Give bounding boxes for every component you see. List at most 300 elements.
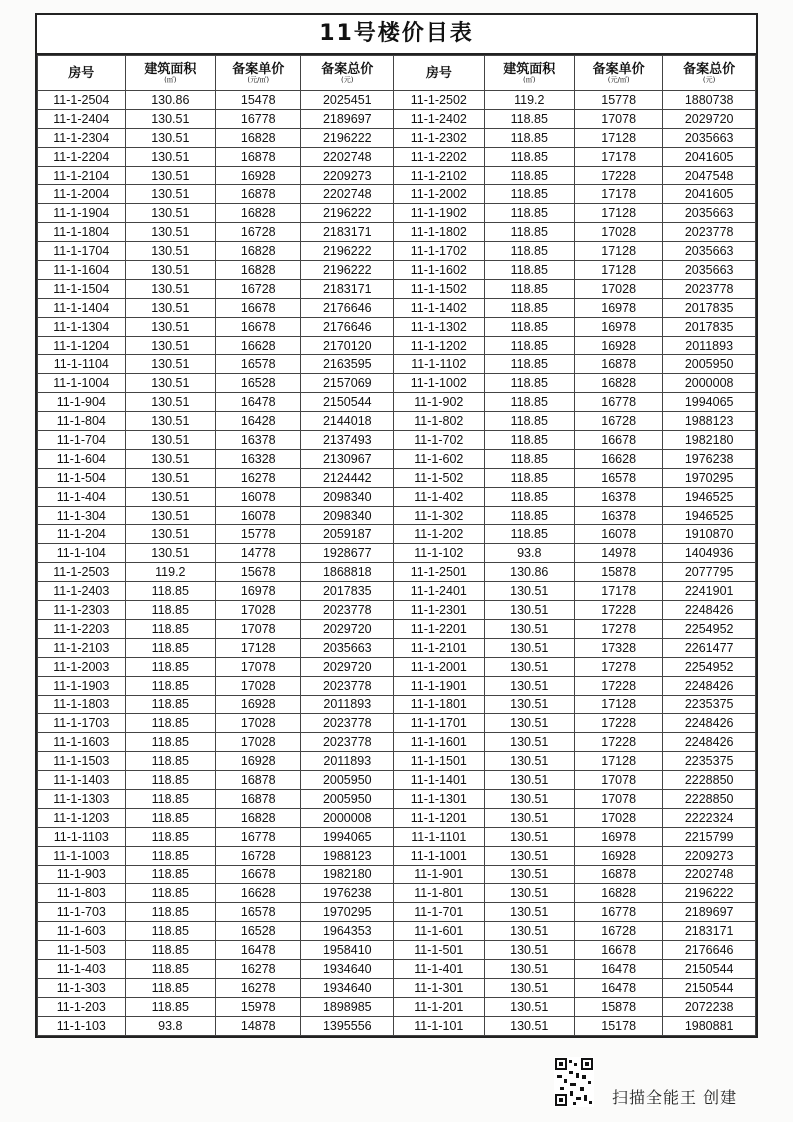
table-cell: 17028 [575, 279, 663, 298]
table-cell: 130.86 [125, 91, 215, 110]
table-cell: 15778 [575, 91, 663, 110]
table-row [38, 279, 756, 298]
table-cell: 11-1-803 [38, 884, 126, 903]
table-cell: 15878 [575, 563, 663, 582]
table-cell: 2098340 [301, 506, 394, 525]
table-row [38, 619, 756, 638]
table-cell: 2098340 [301, 487, 394, 506]
table-cell: 11-1-1102 [394, 355, 484, 374]
table-cell: 17028 [575, 808, 663, 827]
table-cell: 2196222 [663, 884, 756, 903]
table-cell: 17128 [575, 752, 663, 771]
table-cell: 2202748 [301, 147, 394, 166]
table-cell: 16878 [575, 865, 663, 884]
table-cell: 2023778 [301, 676, 394, 695]
table-cell: 16528 [216, 374, 301, 393]
table-row [38, 166, 756, 185]
page-title: 11号楼价目表 [37, 15, 756, 55]
table-row [38, 657, 756, 676]
table-cell: 2059187 [301, 525, 394, 544]
table-cell: 2215799 [663, 827, 756, 846]
table-cell: 2170120 [301, 336, 394, 355]
table-cell: 11-1-2102 [394, 166, 484, 185]
table-cell: 2017835 [663, 317, 756, 336]
table-cell: 11-1-2503 [38, 563, 126, 582]
table-cell: 11-1-1202 [394, 336, 484, 355]
table-cell: 1404936 [663, 544, 756, 563]
table-cell: 118.85 [484, 336, 574, 355]
table-cell: 130.51 [125, 487, 215, 506]
table-row [38, 808, 756, 827]
table-cell: 11-1-101 [394, 1016, 484, 1035]
table-cell: 130.51 [484, 997, 574, 1016]
table-cell: 130.51 [484, 714, 574, 733]
table-cell: 17128 [575, 695, 663, 714]
table-row [38, 109, 756, 128]
table-cell: 16828 [216, 128, 301, 147]
table-cell: 11-1-502 [394, 468, 484, 487]
table-cell: 11-1-2402 [394, 109, 484, 128]
column-header [484, 56, 574, 91]
table-cell: 2035663 [663, 242, 756, 261]
column-header-label: 备案单价 [232, 61, 285, 77]
table-cell: 16928 [216, 752, 301, 771]
table-cell: 2248426 [663, 601, 756, 620]
table-cell: 2035663 [663, 261, 756, 280]
table-cell: 118.85 [484, 109, 574, 128]
table-cell: 2025451 [301, 91, 394, 110]
table-cell: 130.51 [484, 676, 574, 695]
table-cell: 1868818 [301, 563, 394, 582]
table-cell: 2176646 [301, 298, 394, 317]
table-cell: 130.51 [125, 317, 215, 336]
table-cell: 17078 [216, 657, 301, 676]
table-cell: 2248426 [663, 676, 756, 695]
table-cell: 11-1-1201 [394, 808, 484, 827]
table-row [38, 582, 756, 601]
table-cell: 130.51 [125, 185, 215, 204]
table-row [38, 223, 756, 242]
table-cell: 11-1-2103 [38, 638, 126, 657]
table-cell: 11-1-1703 [38, 714, 126, 733]
table-cell: 11-1-1003 [38, 846, 126, 865]
table-cell: 11-1-2501 [394, 563, 484, 582]
column-header [575, 56, 663, 91]
table-cell: 130.51 [484, 752, 574, 771]
column-header [394, 56, 484, 91]
table-cell: 2228850 [663, 771, 756, 790]
table-cell: 130.51 [484, 827, 574, 846]
column-header [38, 56, 126, 91]
table-cell: 130.51 [484, 619, 574, 638]
table-cell: 11-1-2201 [394, 619, 484, 638]
table-cell: 118.85 [125, 884, 215, 903]
table-body [38, 91, 756, 1036]
table-cell: 16878 [216, 789, 301, 808]
table-cell: 130.51 [125, 336, 215, 355]
table-row [38, 563, 756, 582]
table-cell: 1928677 [301, 544, 394, 563]
column-header-unit: (㎡) [523, 75, 536, 84]
table-cell: 11-1-1702 [394, 242, 484, 261]
table-cell: 2005950 [663, 355, 756, 374]
table-cell: 130.51 [125, 166, 215, 185]
column-header-label: 建筑面积 [503, 61, 556, 77]
table-cell: 11-1-702 [394, 431, 484, 450]
table-cell: 118.85 [484, 147, 574, 166]
table-cell: 118.85 [484, 525, 574, 544]
table-cell: 130.51 [484, 959, 574, 978]
table-cell: 11-1-1601 [394, 733, 484, 752]
table-cell: 16828 [216, 261, 301, 280]
table-cell: 16278 [216, 959, 301, 978]
table-cell: 11-1-1502 [394, 279, 484, 298]
table-row [38, 959, 756, 978]
table-cell: 11-1-1701 [394, 714, 484, 733]
table-cell: 17128 [216, 638, 301, 657]
table-cell: 130.51 [484, 582, 574, 601]
table-cell: 17278 [575, 619, 663, 638]
table-cell: 11-1-1402 [394, 298, 484, 317]
table-header [38, 56, 756, 91]
table-row [38, 336, 756, 355]
table-cell: 1934640 [301, 978, 394, 997]
table-cell: 16428 [216, 412, 301, 431]
table-cell: 16828 [575, 374, 663, 393]
table-cell: 11-1-1803 [38, 695, 126, 714]
table-cell: 118.85 [484, 242, 574, 261]
table-cell: 130.51 [125, 261, 215, 280]
table-cell: 2189697 [301, 109, 394, 128]
table-cell: 17178 [575, 185, 663, 204]
table-cell: 118.85 [484, 412, 574, 431]
table-cell: 17028 [216, 714, 301, 733]
table-cell: 15778 [216, 525, 301, 544]
table-cell: 17228 [575, 601, 663, 620]
table-cell: 1880738 [663, 91, 756, 110]
table-cell: 11-1-2003 [38, 657, 126, 676]
table-cell: 2029720 [301, 619, 394, 638]
table-cell: 11-1-1902 [394, 204, 484, 223]
table-cell: 11-1-601 [394, 922, 484, 941]
table-cell: 15178 [575, 1016, 663, 1035]
table-cell: 2130967 [301, 449, 394, 468]
table-cell: 16678 [575, 941, 663, 960]
table-cell: 2209273 [301, 166, 394, 185]
table-cell: 1958410 [301, 941, 394, 960]
table-row [38, 884, 756, 903]
table-row [38, 789, 756, 808]
table-cell: 16478 [575, 978, 663, 997]
table-cell: 16278 [216, 978, 301, 997]
table-cell: 16278 [216, 468, 301, 487]
table-cell: 118.85 [125, 638, 215, 657]
table-cell: 11-1-1604 [38, 261, 126, 280]
table-cell: 130.51 [125, 412, 215, 431]
table-cell: 130.51 [125, 393, 215, 412]
table-cell: 11-1-1203 [38, 808, 126, 827]
table-row [38, 827, 756, 846]
table-cell: 130.51 [484, 808, 574, 827]
table-cell: 11-1-2002 [394, 185, 484, 204]
table-cell: 130.51 [125, 109, 215, 128]
table-cell: 16978 [575, 298, 663, 317]
table-cell: 2124442 [301, 468, 394, 487]
table-cell: 130.51 [484, 695, 574, 714]
table-cell: 15678 [216, 563, 301, 582]
table-cell: 16728 [216, 846, 301, 865]
table-cell: 130.51 [484, 733, 574, 752]
table-cell: 11-1-1002 [394, 374, 484, 393]
column-header [301, 56, 394, 91]
table-row [38, 865, 756, 884]
table-cell: 1395556 [301, 1016, 394, 1035]
table-cell: 118.85 [125, 619, 215, 638]
table-cell: 130.51 [125, 506, 215, 525]
table-cell: 11-1-2204 [38, 147, 126, 166]
table-cell: 118.85 [125, 846, 215, 865]
table-cell: 11-1-503 [38, 941, 126, 960]
table-cell: 118.85 [484, 166, 574, 185]
table-cell: 11-1-1103 [38, 827, 126, 846]
table-cell: 2248426 [663, 733, 756, 752]
table-cell: 2035663 [663, 128, 756, 147]
table-cell: 16778 [216, 109, 301, 128]
table-cell: 118.85 [484, 506, 574, 525]
table-cell: 118.85 [484, 431, 574, 450]
table-row [38, 147, 756, 166]
column-header-label: 建筑面积 [144, 61, 197, 77]
table-cell: 16478 [216, 393, 301, 412]
table-cell: 2235375 [663, 695, 756, 714]
table-cell: 11-1-1704 [38, 242, 126, 261]
table-cell: 17078 [575, 789, 663, 808]
table-cell: 119.2 [484, 91, 574, 110]
table-cell: 11-1-1304 [38, 317, 126, 336]
table-cell: 11-1-901 [394, 865, 484, 884]
table-cell: 130.51 [125, 223, 215, 242]
table-cell: 16928 [216, 695, 301, 714]
table-cell: 11-1-1301 [394, 789, 484, 808]
table-cell: 17228 [575, 676, 663, 695]
table-cell: 16778 [216, 827, 301, 846]
table-cell: 93.8 [484, 544, 574, 563]
table-cell: 11-1-403 [38, 959, 126, 978]
table-cell: 118.85 [484, 374, 574, 393]
table-cell: 130.51 [484, 789, 574, 808]
table-cell: 2035663 [663, 204, 756, 223]
table-cell: 11-1-202 [394, 525, 484, 544]
table-row [38, 204, 756, 223]
table-cell: 11-1-102 [394, 544, 484, 563]
table-row [38, 261, 756, 280]
table-cell: 2150544 [663, 978, 756, 997]
table-cell: 16528 [216, 922, 301, 941]
table-cell: 118.85 [484, 393, 574, 412]
table-cell: 2011893 [663, 336, 756, 355]
table-cell: 17128 [575, 204, 663, 223]
table-cell: 130.51 [125, 147, 215, 166]
table-cell: 118.85 [125, 752, 215, 771]
column-header-unit: (元/㎡) [247, 75, 270, 84]
table-cell: 130.51 [125, 355, 215, 374]
table-cell: 118.85 [125, 714, 215, 733]
table-cell: 16878 [216, 147, 301, 166]
table-cell: 17028 [575, 223, 663, 242]
table-row [38, 128, 756, 147]
table-cell: 130.51 [125, 298, 215, 317]
table-cell: 11-1-501 [394, 941, 484, 960]
table-cell: 11-1-2203 [38, 619, 126, 638]
table-cell: 118.85 [484, 223, 574, 242]
table-cell: 11-1-2302 [394, 128, 484, 147]
table-cell: 16978 [575, 827, 663, 846]
table-cell: 130.51 [125, 204, 215, 223]
table-cell: 11-1-2004 [38, 185, 126, 204]
table-cell: 118.85 [484, 298, 574, 317]
scanner-watermark-text: 扫描全能王 创建 [612, 1088, 738, 1107]
table-cell: 11-1-2101 [394, 638, 484, 657]
table-cell: 17228 [575, 733, 663, 752]
table-cell: 11-1-1204 [38, 336, 126, 355]
table-cell: 130.51 [484, 978, 574, 997]
table-cell: 16828 [216, 242, 301, 261]
table-cell: 1982180 [301, 865, 394, 884]
table-cell: 1964353 [301, 922, 394, 941]
table-cell: 130.51 [125, 279, 215, 298]
table-cell: 130.51 [484, 1016, 574, 1035]
table-cell: 1946525 [663, 506, 756, 525]
table-cell: 130.51 [125, 242, 215, 261]
table-row [38, 941, 756, 960]
table-cell: 17328 [575, 638, 663, 657]
table-cell: 16578 [575, 468, 663, 487]
table-cell: 17128 [575, 261, 663, 280]
table-cell: 17178 [575, 147, 663, 166]
table-cell: 16628 [216, 884, 301, 903]
table-cell: 11-1-704 [38, 431, 126, 450]
table-cell: 11-1-1804 [38, 223, 126, 242]
table-cell: 11-1-2404 [38, 109, 126, 128]
table-cell: 11-1-1001 [394, 846, 484, 865]
table-row [38, 412, 756, 431]
table-cell: 11-1-902 [394, 393, 484, 412]
table-cell: 16478 [216, 941, 301, 960]
table-cell: 11-1-2401 [394, 582, 484, 601]
table-cell: 16378 [216, 431, 301, 450]
table-cell: 2029720 [663, 109, 756, 128]
table-cell: 130.51 [484, 771, 574, 790]
table-cell: 118.85 [125, 997, 215, 1016]
table-cell: 2005950 [301, 789, 394, 808]
table-row [38, 431, 756, 450]
table-cell: 16978 [575, 317, 663, 336]
table-cell: 11-1-1901 [394, 676, 484, 695]
table-cell: 14878 [216, 1016, 301, 1035]
table-cell: 1946525 [663, 487, 756, 506]
table-cell: 2157069 [301, 374, 394, 393]
table-row [38, 374, 756, 393]
table-cell: 11-1-2301 [394, 601, 484, 620]
table-cell: 2011893 [301, 695, 394, 714]
table-cell: 16828 [216, 204, 301, 223]
table-cell: 2041605 [663, 185, 756, 204]
table-cell: 11-1-602 [394, 449, 484, 468]
table-cell: 11-1-1503 [38, 752, 126, 771]
table-cell: 11-1-1801 [394, 695, 484, 714]
table-cell: 11-1-104 [38, 544, 126, 563]
table-row [38, 978, 756, 997]
qr-code-icon [554, 1057, 594, 1107]
table-cell: 1934640 [301, 959, 394, 978]
table-cell: 2261477 [663, 638, 756, 657]
table-cell: 16828 [575, 884, 663, 903]
table-cell: 11-1-201 [394, 997, 484, 1016]
table-cell: 11-1-603 [38, 922, 126, 941]
table-cell: 118.85 [125, 601, 215, 620]
table-cell: 11-1-1404 [38, 298, 126, 317]
table-cell: 2017835 [663, 298, 756, 317]
table-cell: 11-1-703 [38, 903, 126, 922]
table-cell: 118.85 [125, 657, 215, 676]
column-header-unit: (㎡) [164, 75, 177, 84]
table-cell: 2222324 [663, 808, 756, 827]
table-cell: 16678 [216, 865, 301, 884]
table-cell: 16078 [216, 506, 301, 525]
table-cell: 11-1-2202 [394, 147, 484, 166]
table-cell: 2077795 [663, 563, 756, 582]
table-cell: 2196222 [301, 204, 394, 223]
table-cell: 118.85 [484, 317, 574, 336]
table-cell: 2047548 [663, 166, 756, 185]
column-header-label: 备案总价 [321, 61, 374, 77]
table-cell: 130.51 [125, 525, 215, 544]
table-cell: 130.51 [484, 865, 574, 884]
table-row [38, 714, 756, 733]
table-cell: 1910870 [663, 525, 756, 544]
table-row [38, 468, 756, 487]
table-cell: 118.85 [125, 903, 215, 922]
table-row [38, 733, 756, 752]
table-row [38, 544, 756, 563]
table-cell: 93.8 [125, 1016, 215, 1035]
table-cell: 17028 [216, 676, 301, 695]
table-cell: 16678 [216, 317, 301, 336]
table-cell: 11-1-2001 [394, 657, 484, 676]
table-cell: 118.85 [125, 771, 215, 790]
table-cell: 130.51 [484, 941, 574, 960]
table-cell: 2183171 [301, 279, 394, 298]
table-cell: 11-1-203 [38, 997, 126, 1016]
table-row [38, 298, 756, 317]
table-cell: 11-1-1802 [394, 223, 484, 242]
table-cell: 2005950 [301, 771, 394, 790]
table-cell: 2202748 [663, 865, 756, 884]
table-row [38, 449, 756, 468]
table-cell: 118.85 [125, 733, 215, 752]
table-row [38, 752, 756, 771]
table-cell: 2209273 [663, 846, 756, 865]
table-cell: 16628 [575, 449, 663, 468]
table-row [38, 997, 756, 1016]
table-cell: 118.85 [125, 808, 215, 827]
table-cell: 11-1-303 [38, 978, 126, 997]
price-list-sheet [35, 13, 758, 1038]
table-cell: 2041605 [663, 147, 756, 166]
table-cell: 1988123 [663, 412, 756, 431]
table-cell: 2029720 [301, 657, 394, 676]
table-cell: 11-1-2104 [38, 166, 126, 185]
